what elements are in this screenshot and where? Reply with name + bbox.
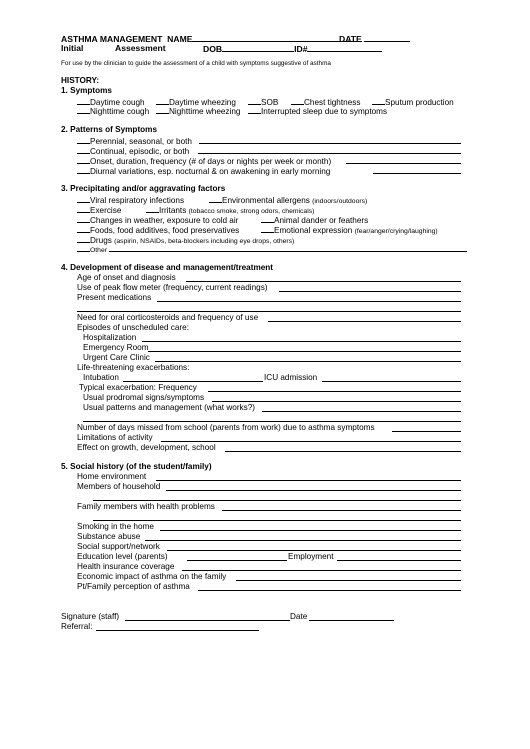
insurance-label: Health insurance coverage	[77, 562, 175, 571]
assessment-label: Assessment	[115, 43, 166, 53]
household-line-2[interactable]	[93, 500, 461, 501]
factor-other[interactable]	[77, 243, 107, 256]
prodromal-label: Usual prodromal signs/symptoms	[83, 393, 205, 402]
days-missed-label: Number of days missed from school (parents from work) due to asthma symptoms	[77, 423, 375, 432]
pattern-diurnal[interactable]	[77, 165, 330, 177]
checkbox-line[interactable]	[77, 96, 90, 105]
note: (fear/anger/crying/laughing)	[354, 228, 438, 235]
limitations-line[interactable]	[161, 441, 461, 442]
footer-date-line[interactable]	[309, 620, 394, 621]
checkbox-line[interactable]	[77, 145, 90, 154]
label: Other	[90, 247, 107, 254]
social-support-label: Social support/network	[77, 542, 160, 551]
unscheduled-label: Episodes of unscheduled care:	[77, 323, 189, 332]
checkbox-line[interactable]	[209, 194, 222, 203]
id-field[interactable]	[307, 43, 382, 52]
label: Drugs	[90, 236, 112, 245]
symptom-nighttime-wheezing[interactable]	[156, 105, 240, 117]
note: (aspirin, NSAIDs, beta-blockers including eye drops, others)	[114, 238, 295, 245]
header-note: For use by the clinician to guide the assessment of a child with symptoms suggestive of asthma	[61, 60, 331, 67]
urgent-care-line[interactable]	[155, 361, 461, 362]
intubation-label: Intubation	[83, 373, 119, 382]
perception-label: Pt/Family perception of asthma	[77, 582, 190, 591]
note: (tobacco smoke, strong odors, chemicals)	[188, 208, 315, 215]
checkbox-line[interactable]	[261, 224, 274, 233]
factors-heading: 3. Precipitating and/or aggravating factors	[61, 184, 226, 193]
label: Continual, episodic, or both	[90, 147, 190, 156]
dob-field[interactable]	[222, 43, 294, 52]
note: (indoors/outdoors)	[312, 198, 368, 205]
label: Onset, duration, frequency (# of days or nights per week or month)	[90, 157, 332, 166]
growth-label: Effect on growth, development, school	[77, 443, 216, 452]
dob-line	[203, 43, 382, 54]
label: Nighttime cough	[90, 107, 150, 116]
corticosteroids-label: Need for oral corticosteroids and frequency of use	[77, 313, 259, 322]
factor-other-line[interactable]	[109, 251, 467, 252]
present-meds-line-2[interactable]	[77, 311, 461, 312]
emergency-room-label: Emergency Room	[83, 343, 149, 352]
checkbox-line[interactable]	[77, 165, 90, 174]
label: Animal dander or feathers	[274, 216, 369, 225]
days-missed-line[interactable]	[392, 431, 461, 432]
social-support-line[interactable]	[167, 550, 461, 551]
initial-label: Initial	[61, 43, 84, 53]
intubation-line[interactable]	[123, 381, 263, 382]
id-label: ID#	[294, 44, 308, 54]
checkbox-line[interactable]	[77, 105, 90, 114]
label: Daytime cough	[90, 98, 145, 107]
checkbox-line[interactable]	[156, 96, 169, 105]
usual-patterns-line[interactable]	[262, 411, 461, 412]
checkbox-line[interactable]	[77, 194, 90, 203]
checkbox-line[interactable]	[77, 214, 90, 223]
education-line[interactable]	[187, 560, 287, 561]
checkbox-line[interactable]	[248, 96, 261, 105]
growth-line[interactable]	[225, 451, 461, 452]
hospitalization-label: Hospitalization	[83, 333, 137, 342]
social-history-heading: 5. Social history (of the student/family)	[61, 462, 212, 471]
label: SOB	[261, 98, 279, 107]
employment-line[interactable]	[337, 560, 461, 561]
development-heading: 4. Development of disease and management/treatment	[61, 263, 274, 272]
checkbox-line[interactable]	[146, 204, 159, 213]
history-heading: HISTORY:	[61, 76, 100, 85]
life-threatening-label: Life-threatening exacerbations:	[77, 363, 190, 372]
education-label: Education level (parents)	[77, 552, 168, 561]
health-problems-line-2[interactable]	[93, 520, 461, 521]
factor-drugs[interactable]	[77, 234, 294, 247]
limitations-label: Limitations of activity	[77, 433, 153, 442]
date-label: DATE	[339, 34, 362, 44]
household-line[interactable]	[166, 490, 461, 491]
peak-flow-line[interactable]	[279, 291, 461, 292]
perception-line[interactable]	[198, 590, 461, 591]
patterns-heading: 2. Patterns of Symptoms	[61, 125, 157, 134]
signature-label: Signature (staff)	[61, 612, 120, 621]
checkbox-line[interactable]	[261, 214, 274, 223]
typical-label: Typical exacerbation: Frequency	[79, 383, 197, 392]
insurance-line[interactable]	[182, 570, 461, 571]
age-onset-line[interactable]	[186, 281, 461, 282]
referral-label: Referral:	[61, 622, 93, 631]
label: Foods, food additives, food preservatives	[90, 226, 240, 235]
usual-patterns-line-2[interactable]	[83, 421, 461, 422]
prodromal-line[interactable]	[212, 401, 461, 402]
typical-line[interactable]	[208, 391, 461, 392]
label: Environmental allergens	[222, 196, 310, 205]
checkbox-line[interactable]	[77, 224, 90, 233]
signature-line[interactable]	[125, 620, 290, 621]
symptoms-heading: 1. Symptoms	[61, 86, 112, 95]
hospitalization-line[interactable]	[142, 341, 461, 342]
economic-label: Economic impact of asthma on the family	[77, 572, 227, 581]
substance-line[interactable]	[145, 540, 461, 541]
referral-line[interactable]	[96, 630, 259, 631]
label: Daytime wheezing	[169, 98, 236, 107]
label: Sputum production	[385, 98, 454, 107]
smoking-label: Smoking in the home	[77, 522, 154, 531]
label: Emotional expression	[274, 226, 353, 235]
economic-line[interactable]	[236, 580, 461, 581]
checkbox-line[interactable]	[77, 204, 90, 213]
home-env-line[interactable]	[156, 480, 461, 481]
name-field[interactable]	[192, 33, 362, 42]
checkbox-line[interactable]	[291, 96, 304, 105]
urgent-care-label: Urgent Care Clinic	[83, 353, 150, 362]
form-title: ASTHMA MANAGEMENT	[61, 34, 163, 44]
smoking-line[interactable]	[160, 530, 461, 531]
usual-patterns-label: Usual patterns and management (what works?)	[83, 403, 256, 412]
checkbox-line[interactable]	[248, 105, 261, 114]
label: Exercise	[90, 206, 122, 215]
peak-flow-label: Use of peak flow meter (frequency, current readings)	[77, 283, 268, 292]
checkbox-line[interactable]	[372, 96, 385, 105]
label: Changes in weather, exposure to cold air	[90, 216, 239, 225]
home-env-label: Home environment	[77, 472, 147, 481]
present-meds-line[interactable]	[157, 301, 461, 302]
health-problems-line[interactable]	[222, 510, 461, 511]
label: Perennial, seasonal, or both	[90, 137, 192, 146]
label: Diurnal variations, esp. nocturnal & on awakening in early morning	[90, 167, 331, 176]
checkbox-line[interactable]	[156, 105, 169, 114]
checkbox-line[interactable]	[77, 234, 90, 243]
pattern-continual-line[interactable]	[198, 153, 461, 154]
pattern-diurnal-line[interactable]	[373, 173, 461, 174]
checkbox-line[interactable]	[77, 243, 90, 252]
corticosteroids-line[interactable]	[268, 321, 461, 322]
name-label: NAME	[167, 34, 193, 44]
checkbox-line[interactable]	[77, 135, 90, 144]
substance-label: Substance abuse	[77, 532, 141, 541]
icu-line[interactable]	[322, 381, 461, 382]
label: Nighttime wheezing	[169, 107, 241, 116]
dob-label: DOB	[203, 44, 223, 54]
checkbox-line[interactable]	[77, 155, 90, 164]
label: Viral respiratory infections	[90, 196, 185, 205]
pattern-onset-line[interactable]	[346, 163, 461, 164]
icu-label: ICU admission	[264, 373, 318, 382]
label: Interrupted sleep due to symptoms	[261, 107, 388, 116]
present-meds-label: Present medications	[77, 293, 152, 302]
symptom-nighttime-cough[interactable]	[77, 105, 149, 117]
footer-date-label: Date	[290, 612, 308, 621]
emergency-room-line[interactable]	[148, 351, 461, 352]
pattern-perennial-line[interactable]	[199, 143, 461, 144]
health-problems-label: Family members with health problems	[77, 502, 215, 511]
label: Chest tightness	[304, 98, 361, 107]
label: Irritants	[159, 206, 187, 215]
age-onset-label: Age of onset and diagnosis	[77, 273, 176, 282]
household-label: Members of household	[77, 482, 161, 491]
employment-label: Employment	[288, 552, 334, 561]
date-field[interactable]	[364, 33, 410, 42]
symptom-interrupted-sleep[interactable]	[248, 105, 387, 117]
